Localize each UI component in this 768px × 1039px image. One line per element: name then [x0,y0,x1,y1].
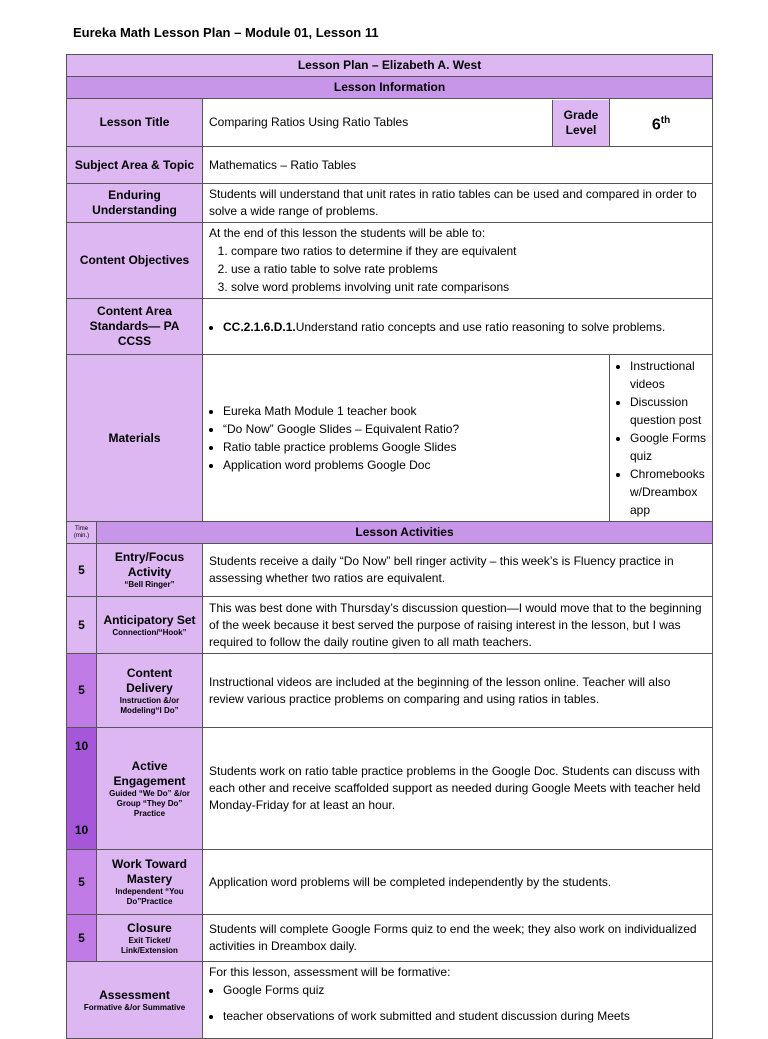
lesson-title-label: Lesson Title [67,99,203,147]
activity-text: Instructional videos are included at the beginning of the lesson online. Teacher will also review various practice problems on comparing and using ratios in tables. [203,654,713,728]
material-item: • Google Forms quiz [630,429,710,465]
activity-time: 10 10 [67,728,97,850]
subject-value: Mathematics – Ratio Tables [203,147,713,184]
material-item: • Instructional videos [630,357,710,393]
objectives-intro: At the end of this lesson the students will be able to: [209,226,486,240]
activity-label: Active Engagement Guided “We Do” &/or Group “They Do” Practice [97,728,203,850]
grade-label: Grade Level [552,100,609,146]
lesson-title-cell [203,99,610,147]
activity-label: Closure Exit Ticket/ Link/Extension [97,915,203,962]
material-item: • Ratio table practice problems Google Slides [223,438,603,456]
material-item: • “Do Now” Google Slides – Equivalent Ratio? [223,420,603,438]
activity-text: Application word problems will be completed independently by the students. [203,850,713,915]
assessment-intro: For this lesson, assessment will be formative: [209,965,451,979]
objectives-list [209,242,706,296]
lesson-title-value: Comparing Ratios Using Ratio Tables [209,115,409,129]
standard-item: • CC.2.1.6.D.1.Understand ratio concepts and use ratio reasoning to solve problems. [223,318,706,336]
activity-label: Work Toward Mastery Independent “You Do”Practice [97,850,203,915]
activity-text: Students receive a daily “Do Now” bell ringer activity – this week’s is Fluency practice in assessing whether two ratios are equivalent. [203,544,713,597]
activity-label: Content Delivery Instruction &/or Modeling“I Do” [97,654,203,728]
activity-text: Students work on ratio table practice problems in the Google Doc. Students can discuss with each other and receive scaffolded support as needed during Google Meets with teacher held Monday-Friday for at least an hour. [203,728,713,850]
activity-text: Students will complete Google Forms quiz to end the week; they also work on individualized activities in Dreambox daily. [203,915,713,962]
objectives-cell [203,223,713,299]
enduring-label: Enduring Understanding [67,184,203,223]
plan-header: Lesson Plan – Elizabeth A. West [67,55,713,77]
document-title: Eureka Math Lesson Plan – Module 01, Lesson 11 [73,25,379,40]
activity-label: Anticipatory Set Connection/“Hook” [97,597,203,654]
materials-right [610,355,713,522]
activity-time: 5 [67,850,97,915]
lesson-plan-table [66,54,713,1039]
materials-label: Materials [67,355,203,522]
grade-value: 6th [610,99,713,147]
material-item: • Discussion question post [630,393,710,429]
activity-time: 5 [67,597,97,654]
standards-cell [203,299,713,355]
activity-text: This was best done with Thursday’s discussion question—I would move that to the beginning of the week because it best served the purpose of raising interest in the lesson, but I was required to follow the daily routine given to all math teachers. [203,597,713,654]
standards-label: Content Area Standards— PA CCSS [67,299,203,355]
assessment-item: • Google Forms quiz [223,981,706,999]
activity-time: 5 [67,915,97,962]
material-item: • Eureka Math Module 1 teacher book [223,402,603,420]
activity-label: Entry/Focus Activity “Bell Ringer” [97,544,203,597]
info-header: Lesson Information [67,77,713,99]
assessment-cell [203,962,713,1039]
time-header: Time (min.) [67,522,97,544]
objective-item: 3. solve word problems involving unit rate comparisons [231,278,706,296]
activities-header: Lesson Activities [97,522,713,544]
activity-time: 5 [67,654,97,728]
material-item: • Chromebooks w/Dreambox app [630,465,710,519]
materials-left [203,355,610,522]
subject-label: Subject Area & Topic [67,147,203,184]
objective-item: 2. use a ratio table to solve rate problems [231,260,706,278]
material-item: • Application word problems Google Doc [223,456,603,474]
enduring-value: Students will understand that unit rates in ratio tables can be used and compared in order to solve a wide range of problems. [203,184,713,223]
assessment-item: • teacher observations of work submitted and student discussion during Meets [223,1007,706,1025]
objectives-label: Content Objectives [67,223,203,299]
objective-item: 1. compare two ratios to determine if they are equivalent [231,242,706,260]
activity-time: 5 [67,544,97,597]
assessment-label: Assessment Formative &/or Summative [67,962,203,1039]
